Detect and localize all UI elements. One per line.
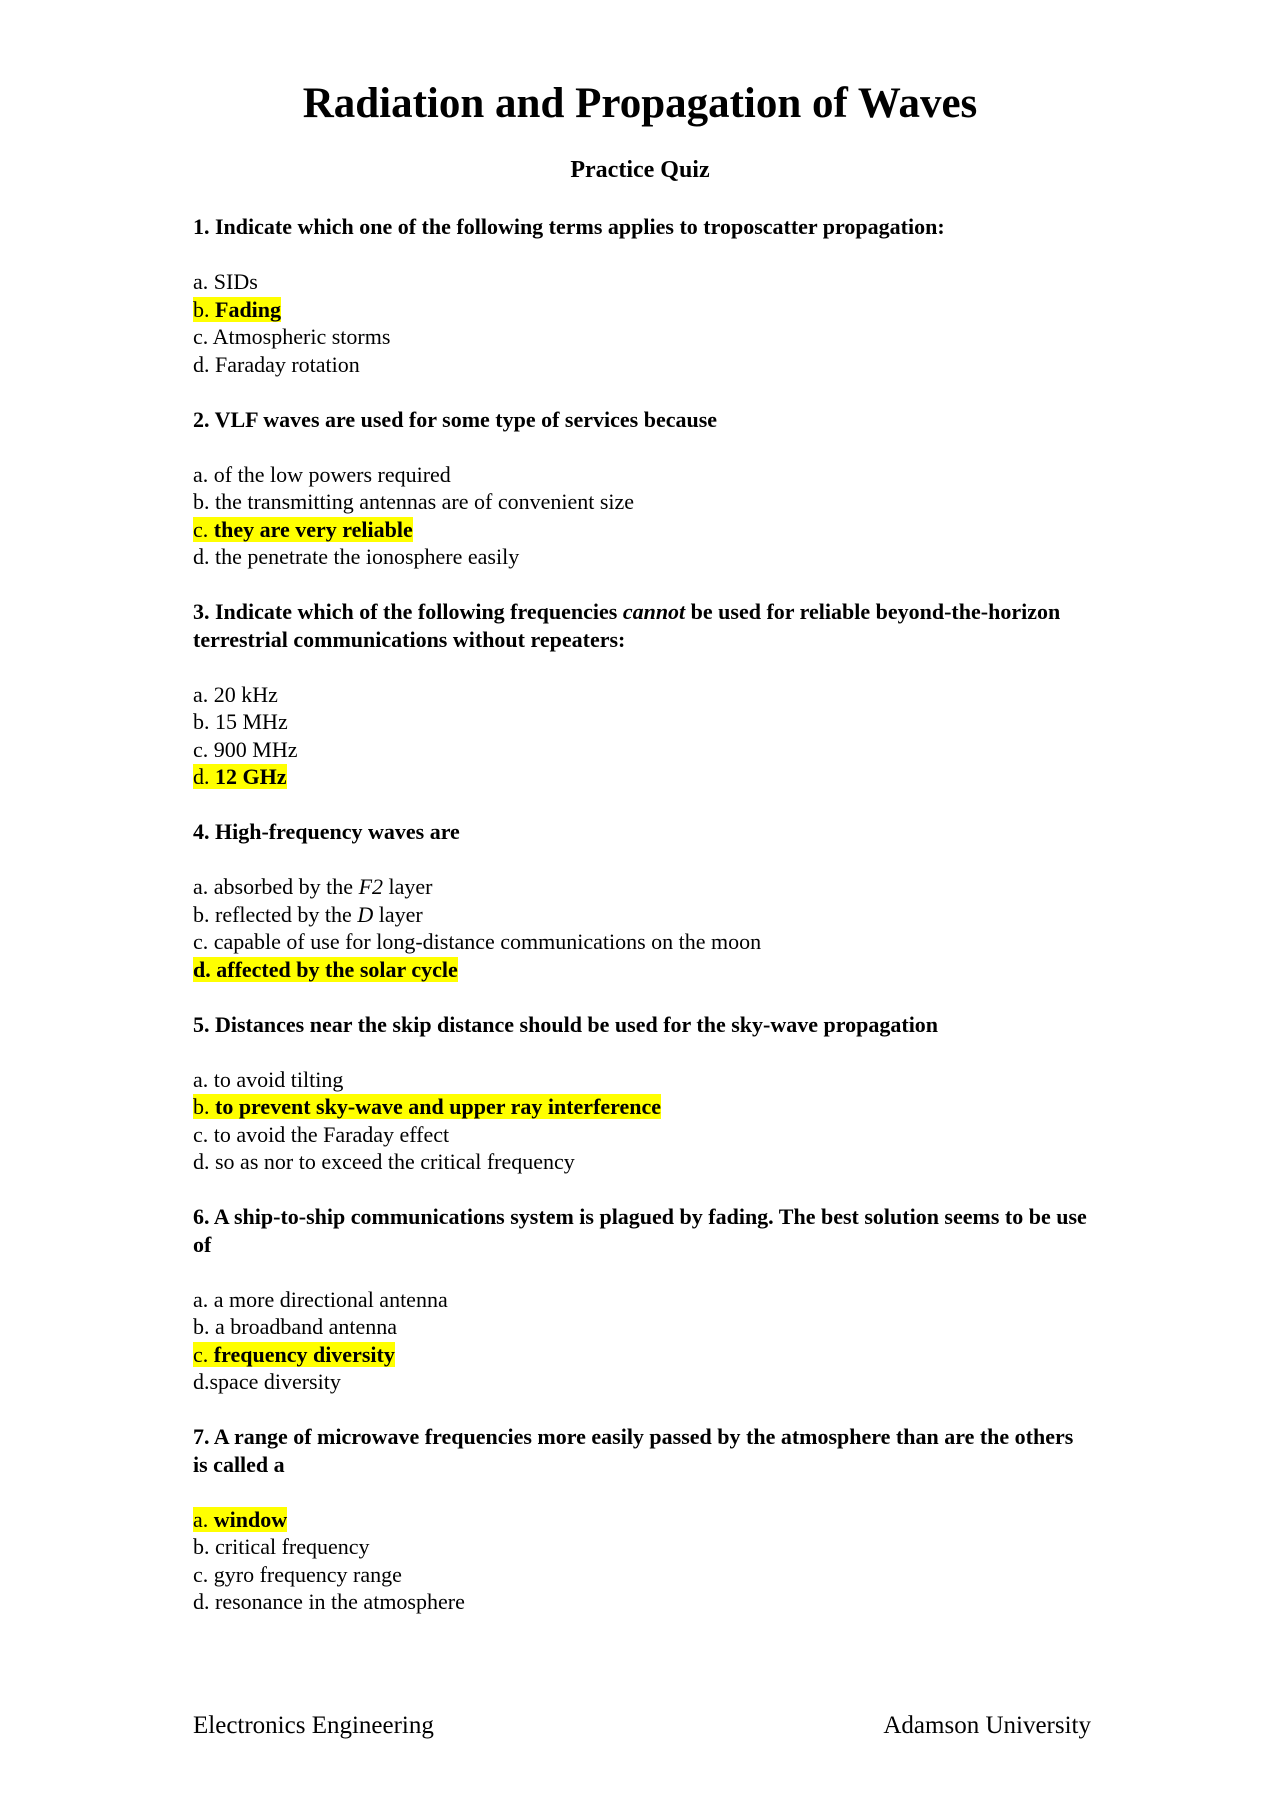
question-block [193, 1423, 1093, 1616]
question-block [193, 213, 1093, 378]
question-text [193, 1011, 1093, 1039]
option-letter: a. [193, 681, 209, 707]
question-text-part: be used for reliable beyond-the-horizon terrestrial communications without repeaters: [193, 599, 1061, 652]
question-block [193, 598, 1093, 791]
option-emphasis: D [357, 901, 374, 927]
option-highlight [193, 1589, 465, 1614]
answer-options [193, 268, 1093, 378]
question-number: 2. [193, 406, 210, 432]
question-number: 7. [193, 1424, 210, 1449]
option-highlight [193, 874, 432, 899]
option-text: critical frequency [215, 1534, 370, 1559]
option-highlight [193, 1094, 661, 1119]
option-highlight [193, 462, 451, 487]
option-text [215, 902, 423, 927]
answer-option [193, 1588, 1093, 1616]
option-text: Fading [215, 296, 282, 322]
option-text-part: layer [373, 901, 423, 927]
option-text: SIDs [213, 269, 258, 294]
option-text: to prevent sky-wave and upper ray interference [215, 1094, 662, 1119]
option-text: space diversity [209, 1369, 341, 1394]
option-letter: b. [193, 296, 210, 322]
option-text: Faraday rotation [215, 351, 360, 377]
question-block [193, 406, 1093, 571]
option-text: capable of use for long-distance communications on the moon [213, 929, 762, 954]
answer-options [193, 1286, 1093, 1396]
option-text: window [213, 1506, 288, 1532]
question-text [193, 1423, 1093, 1478]
option-letter: a. [193, 874, 209, 899]
option-letter: c. [193, 1561, 209, 1587]
answer-options [193, 681, 1093, 791]
option-text-part: layer [383, 874, 433, 899]
option-letter: d. [193, 1369, 210, 1394]
option-highlight [193, 737, 297, 762]
option-letter: c. [193, 736, 209, 762]
option-highlight [193, 324, 390, 349]
answer-option [193, 461, 1093, 489]
option-letter: d. [193, 956, 211, 982]
question-text [193, 1203, 1093, 1258]
option-highlight [193, 544, 519, 569]
option-text: 20 kHz [213, 681, 278, 707]
option-text: a more directional antenna [213, 1286, 448, 1312]
option-highlight [193, 489, 634, 514]
option-highlight [193, 1507, 287, 1532]
footer-university: Adamson University [883, 1712, 1091, 1739]
option-letter: c. [193, 1121, 209, 1147]
option-letter: a. [193, 1066, 209, 1092]
option-letter: d. [193, 351, 210, 377]
option-letter: b. [193, 1314, 210, 1339]
answer-option [193, 708, 1093, 736]
option-letter: b. [193, 709, 210, 734]
question-number: 1. [193, 214, 210, 239]
option-text: a broadband antenna [215, 1314, 398, 1339]
answer-option [193, 1561, 1093, 1589]
question-block [193, 818, 1093, 983]
option-highlight [193, 269, 258, 294]
question-emphasis: cannot [622, 599, 686, 624]
question-text-part: A range of microwave frequencies more easily passed by the atmosphere than are the others is called a [193, 1424, 1074, 1477]
option-text: so as nor to exceed the critical frequency [215, 1149, 575, 1174]
answer-option [193, 1533, 1093, 1561]
option-highlight [193, 1562, 402, 1587]
option-text: they are very reliable [213, 516, 413, 542]
option-letter: a. [193, 1506, 209, 1532]
option-text: 900 MHz [213, 736, 298, 762]
answer-option [193, 736, 1093, 764]
footer-department: Electronics Engineering [193, 1712, 434, 1739]
answer-options [193, 873, 1093, 983]
question-text-part: High-frequency waves are [215, 819, 460, 844]
document-subtitle: Practice Quiz [570, 157, 710, 183]
option-highlight [193, 1534, 370, 1559]
option-text: gyro frequency range [213, 1561, 402, 1587]
answer-option [193, 1066, 1093, 1094]
option-highlight [193, 1342, 395, 1367]
option-letter: b. [193, 901, 210, 927]
question-text [193, 406, 1093, 434]
option-highlight [193, 764, 287, 789]
answer-option [193, 928, 1093, 956]
option-emphasis: F2 [358, 874, 384, 899]
option-highlight [193, 1067, 343, 1092]
answer-option [193, 323, 1093, 351]
answer-option [193, 1121, 1093, 1149]
option-letter: c. [193, 1341, 209, 1367]
answer-option [193, 543, 1093, 571]
question-number: 3. [193, 599, 210, 624]
answer-option [193, 1286, 1093, 1314]
option-highlight [193, 1122, 449, 1147]
option-text: affected by the solar cycle [216, 956, 458, 982]
option-letter: c. [193, 516, 209, 542]
question-text [193, 598, 1093, 653]
question-text-part: Distances near the skip distance should be used for the sky-wave propagation [215, 1011, 939, 1037]
answer-option [193, 1368, 1093, 1396]
option-highlight [193, 1149, 575, 1174]
answer-option-correct [193, 763, 1093, 791]
question-block [193, 1011, 1093, 1176]
option-highlight [193, 352, 360, 377]
question-number: 4. [193, 819, 210, 844]
option-letter: b. [193, 489, 210, 514]
option-text: 12 GHz [215, 764, 287, 789]
answer-option [193, 901, 1093, 929]
question-text [193, 213, 1093, 241]
answer-option [193, 1313, 1093, 1341]
answer-option [193, 1148, 1093, 1176]
option-text-part: reflected by the [215, 901, 358, 927]
answer-option-correct [193, 296, 1093, 324]
answer-options [193, 1066, 1093, 1176]
option-letter: d. [193, 1589, 210, 1614]
question-text-part: Indicate which one of the following terms applies to troposcatter propagation: [215, 214, 945, 239]
option-letter: c. [193, 324, 209, 349]
answer-option-correct [193, 956, 1093, 984]
option-highlight [193, 709, 288, 734]
option-highlight [193, 902, 423, 927]
answer-option [193, 873, 1093, 901]
quiz-content [193, 213, 1093, 1643]
option-highlight [193, 517, 413, 542]
answer-options [193, 1506, 1093, 1616]
answer-option-correct [193, 1506, 1093, 1534]
option-letter: d. [193, 1149, 210, 1174]
option-highlight [193, 1287, 448, 1312]
question-text-part: Indicate which of the following frequencies [215, 599, 623, 624]
answer-options [193, 461, 1093, 571]
question-text-part: VLF waves are used for some type of services because [214, 406, 718, 432]
option-highlight [193, 297, 281, 322]
option-text: to avoid tilting [213, 1066, 344, 1092]
answer-option [193, 268, 1093, 296]
question-number: 6. [193, 1204, 210, 1229]
option-letter: d. [193, 764, 210, 789]
option-letter: a. [193, 269, 209, 294]
option-highlight [193, 929, 761, 954]
option-highlight [193, 1314, 397, 1339]
option-letter: c. [193, 929, 209, 954]
option-text [214, 874, 433, 899]
answer-option [193, 681, 1093, 709]
option-text: the transmitting antennas are of convenient size [215, 489, 635, 514]
option-text: of the low powers required [213, 461, 451, 487]
answer-option-correct [193, 1093, 1093, 1121]
answer-option [193, 488, 1093, 516]
option-letter: a. [193, 1286, 209, 1312]
option-highlight [193, 682, 278, 707]
question-text [193, 818, 1093, 846]
option-text: Atmospheric storms [212, 324, 391, 349]
option-highlight [193, 1369, 341, 1394]
question-text-part: A ship-to-ship communications system is plagued by fading. The best solution seems to be use of [193, 1204, 1087, 1257]
option-text: 15 MHz [215, 709, 288, 734]
answer-option [193, 351, 1093, 379]
option-text: to avoid the Faraday effect [213, 1121, 450, 1147]
option-text: frequency diversity [213, 1341, 395, 1367]
question-block [193, 1203, 1093, 1396]
option-letter: b. [193, 1534, 210, 1559]
option-letter: b. [193, 1094, 210, 1119]
option-highlight [193, 957, 458, 982]
option-text: the penetrate the ionosphere easily [215, 544, 520, 569]
question-number: 5. [193, 1011, 210, 1037]
option-text: resonance in the atmosphere [215, 1589, 465, 1614]
document-title: Radiation and Propagation of Waves [302, 80, 978, 127]
answer-option-correct [193, 1341, 1093, 1369]
option-letter: d. [193, 544, 210, 569]
answer-option-correct [193, 516, 1093, 544]
option-text-part: absorbed by the [213, 874, 359, 899]
option-letter: a. [193, 461, 209, 487]
